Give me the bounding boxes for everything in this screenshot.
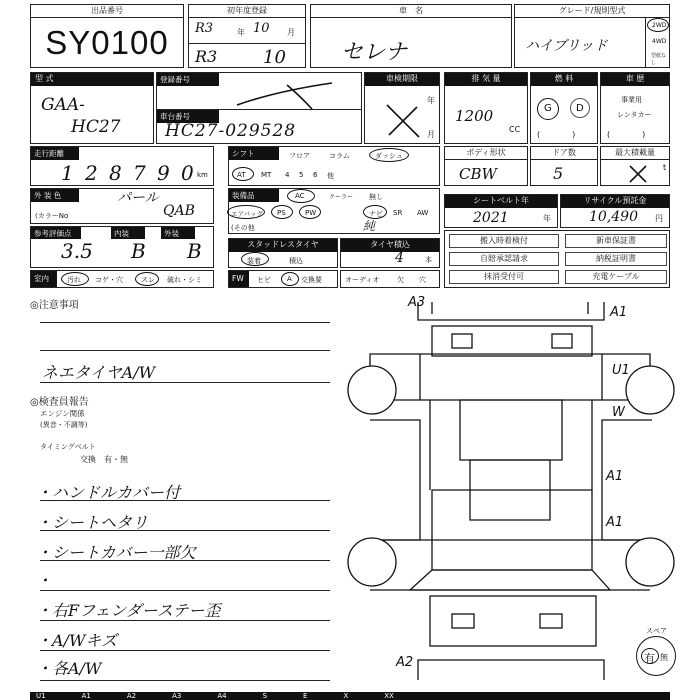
studless-loaded: 積込 <box>289 257 303 265</box>
history-paren: ( ) <box>607 130 646 139</box>
spare-opt: 無 <box>660 653 668 662</box>
shift-dash-circle <box>369 148 409 162</box>
inspection-cross-mark <box>383 101 423 141</box>
equip-none: 無し <box>369 193 383 201</box>
lot-number-box <box>30 4 184 68</box>
inspection-box <box>364 72 440 144</box>
legend-item: U1 <box>36 692 46 700</box>
timing-label: タイミングベルト <box>40 443 96 451</box>
grade-value: ハイブリッド <box>525 38 608 54</box>
seatbelt-value: 2021 <box>473 210 509 226</box>
color-label: 外 装 色 <box>31 189 79 202</box>
mileage-digit: 0 <box>181 161 194 185</box>
engine-sub: (異音・不調等) <box>40 421 88 429</box>
body-type-label: ボディ形状 <box>445 147 527 160</box>
diagram-front-panel <box>432 326 592 356</box>
legend-item: A4 <box>217 692 227 700</box>
interior-score-label: 内装 <box>111 227 145 239</box>
color-box <box>30 188 214 224</box>
equip-ac: AC <box>295 192 305 200</box>
type-label <box>31 73 153 86</box>
doc-item: 充電ケーブル <box>565 270 667 284</box>
mileage-digit: 7 <box>133 161 146 185</box>
fuel-gas: G <box>544 103 552 114</box>
report-item: ・シートヘタリ <box>36 513 149 532</box>
first-reg-era: R3 <box>195 21 214 36</box>
grade-box <box>514 4 670 68</box>
legend-item: X <box>343 692 349 700</box>
type-value-1: GAA- <box>41 95 85 115</box>
equip-ps: PS <box>277 209 286 217</box>
color-code-label: (カラーNo <box>35 212 69 220</box>
recycle-label: リサイクル預託金 <box>561 195 669 208</box>
lot-number-label: 出品番号 <box>31 5 183 18</box>
drive-4wd: 4WD <box>652 38 667 45</box>
doc-item: 新車保証書 <box>565 234 667 248</box>
spare-value-circle <box>641 648 659 664</box>
registration-box <box>156 72 362 144</box>
equip-sr: SR <box>393 209 403 217</box>
drive-2wd-circle <box>647 18 669 32</box>
car-diagram <box>340 290 680 692</box>
year-unit: 年 <box>237 28 245 37</box>
diagram-rear-panel <box>430 596 596 646</box>
report-item: ・ <box>36 571 53 590</box>
legend-item: A3 <box>172 692 182 700</box>
drive-none: 型紙なし <box>651 53 667 66</box>
score-label: 参考評価点 <box>31 227 81 239</box>
grade-label: グレード/規則型式 <box>515 5 669 18</box>
recycle-value: 10,490 <box>589 209 638 225</box>
diagram-wheel <box>348 366 396 414</box>
shift-column: コラム <box>329 152 350 160</box>
score-value: 3.5 <box>61 239 93 263</box>
chassis-number: HC27-029528 <box>165 121 297 141</box>
exterior-score-value: B <box>187 239 202 263</box>
equip-navi: ナビ <box>369 210 383 218</box>
history-box <box>600 72 670 144</box>
audio-label: オーディオ <box>345 276 380 284</box>
interior-box <box>30 270 214 288</box>
mileage-box <box>30 146 214 186</box>
equip-airbag-circle <box>227 205 265 219</box>
doc-item: 納税証明書 <box>565 252 667 266</box>
fuel-paren: ( ) <box>537 130 576 139</box>
registration-label: 登録番号 <box>157 73 219 86</box>
shift-label: シフト <box>229 147 279 160</box>
report-item: ・シートカバー一部欠 <box>36 543 196 562</box>
interior-label: 室内 <box>31 271 57 287</box>
score-box <box>30 226 214 268</box>
diagram-wheel <box>626 538 674 586</box>
interior-score-value: B <box>131 239 146 263</box>
equip-pw-circle <box>299 205 321 219</box>
seatbelt-label: シートベルト年 <box>445 195 557 208</box>
fw-replace: 交換要 <box>301 276 322 284</box>
color-value: パール <box>117 190 159 206</box>
diagram-body-left <box>370 420 420 540</box>
shift-6: 6 <box>313 171 318 179</box>
mileage-digit: 2 <box>85 161 98 185</box>
inspector-title: ◎検査員報告 <box>30 397 89 408</box>
report-rule <box>40 590 330 591</box>
note-rule <box>40 350 330 351</box>
mileage-digit: 1 <box>61 161 74 185</box>
fuel-diesel: D <box>576 103 584 114</box>
type-label-text: 型 式 <box>35 74 54 83</box>
equip-airbag: エアバッグ <box>231 210 263 218</box>
capacity-cross-mark <box>627 163 649 185</box>
damage-mark: W <box>612 405 625 420</box>
notes-title: ◎注意事項 <box>30 300 79 311</box>
interior-dirt: 汚れ <box>67 276 81 284</box>
seatbelt-unit: 年 <box>543 214 551 223</box>
damage-mark: A1 <box>606 469 624 484</box>
interior-dirt-circle <box>61 272 89 286</box>
studless-fitted: 装着 <box>247 257 261 265</box>
audio-box <box>340 270 440 288</box>
damage-mark: A1 <box>610 305 628 320</box>
interior-tear: 破れ・シミ <box>167 276 202 284</box>
model-name-label: 車 名 <box>311 5 511 18</box>
displacement-label: 排 気 量 <box>445 73 527 86</box>
recycle-unit: 円 <box>655 214 663 223</box>
capacity-box <box>600 146 670 186</box>
audio-missing: 欠 <box>397 276 404 284</box>
damage-mark: A2 <box>396 655 414 670</box>
inspection-month-unit: 月 <box>427 130 435 139</box>
report-item: ・ハンドルカバー付 <box>36 483 181 502</box>
shift-floor: フロア <box>289 152 310 160</box>
doors-box <box>530 146 598 186</box>
equip-other-label: (その他 <box>231 224 255 232</box>
divider <box>645 18 646 67</box>
report-rule <box>40 680 330 681</box>
note-line-1: ネエタイヤA/W <box>42 363 156 382</box>
color-code: QAB <box>163 203 195 219</box>
shift-box <box>228 146 440 186</box>
tire-value: 4 <box>395 250 404 266</box>
tire-label: タイヤ積込 <box>341 239 439 252</box>
mileage-unit: km <box>197 171 208 179</box>
studless-box <box>228 238 338 268</box>
type-box <box>30 72 154 144</box>
mileage-digit: 9 <box>157 161 170 185</box>
report-item: ・各A/W <box>36 659 102 678</box>
note-rule <box>40 322 330 323</box>
model-name-box <box>310 4 512 68</box>
report-item: ・右Fフェンダーステー歪 <box>36 601 221 620</box>
doc-item: 搬入時着検付 <box>449 234 559 248</box>
mileage-digits <box>57 161 207 185</box>
legend-item: S <box>262 692 268 700</box>
fw-label: FW <box>229 271 249 287</box>
fw-a-circle <box>281 272 299 286</box>
doors-value: 5 <box>553 164 564 183</box>
model-name: セレナ <box>341 40 408 65</box>
fuel-diesel-circle <box>570 98 590 118</box>
capacity-unit: t <box>663 163 667 172</box>
interior-scuff: スレ <box>141 276 155 284</box>
fuel-gas-circle <box>537 98 559 120</box>
shift-4: 4 <box>285 171 290 179</box>
shift-5: 5 <box>299 171 304 179</box>
mileage-digit: 8 <box>109 161 122 185</box>
damage-mark: U1 <box>612 363 630 378</box>
mileage-label: 走行距離 <box>31 147 79 160</box>
fuel-label: 燃 料 <box>531 73 597 86</box>
spare-label: スペア <box>646 627 667 635</box>
equip-ac-circle <box>287 189 315 203</box>
equip-cooler: クーラー <box>329 194 354 201</box>
studless-label: スタッドレスタイヤ <box>229 239 337 252</box>
tire-unit: 本 <box>425 256 432 264</box>
shift-mt: MT <box>261 171 272 179</box>
fuel-box <box>530 72 598 144</box>
legend-item: XX <box>384 692 394 700</box>
divider <box>189 43 305 44</box>
shift-at: AT <box>237 171 246 179</box>
legend-item: A1 <box>81 692 91 700</box>
chassis-label: 車台番号 <box>157 110 219 123</box>
capacity-label: 最大積載量 <box>601 147 669 160</box>
doc-item: 自賠承認請求 <box>449 252 559 266</box>
legend-item: A2 <box>126 692 137 700</box>
damage-mark: A1 <box>606 515 624 530</box>
diagram-front-bumper <box>418 302 604 320</box>
spare-value: 有 <box>644 652 655 665</box>
registration-cross-mark <box>227 81 337 111</box>
legend-item: E <box>303 692 308 700</box>
equip-other-value: 純 <box>363 219 376 233</box>
engine-label: エンジン関係 <box>40 409 85 418</box>
displacement-value: 1200 <box>455 107 494 125</box>
tire-box <box>340 238 440 268</box>
report-item: ・A/Wキズ <box>36 631 118 650</box>
displacement-box <box>444 72 528 144</box>
first-reg-era-2: R3 <box>195 47 218 66</box>
equipment-label: 装備品 <box>229 189 279 202</box>
fw-crack: ヒビ <box>257 276 271 284</box>
body-type-box <box>444 146 528 186</box>
inspection-year-unit: 年 <box>427 96 435 105</box>
lot-number: SY0100 <box>45 24 169 61</box>
interior-scuff-circle <box>135 272 159 286</box>
shift-other: 他 <box>327 172 334 180</box>
diagram-rear-bumper <box>418 660 604 680</box>
equip-ps-circle <box>271 205 293 219</box>
history-business: 事業用 <box>621 96 642 104</box>
displacement-unit: CC <box>509 125 521 134</box>
history-rental: レンタカー <box>617 111 652 119</box>
documents-box <box>444 230 670 288</box>
first-reg-month-2: 10 <box>263 47 286 68</box>
fw-box <box>228 270 338 288</box>
legend-strip <box>30 692 670 700</box>
diagram-wheel <box>348 538 396 586</box>
diagram-hood <box>370 354 650 400</box>
timing-exchange: 交換 有・無 <box>80 455 128 464</box>
diagram-wheel <box>626 366 674 414</box>
drive-2wd: 2WD <box>652 22 667 29</box>
studless-fitted-circle <box>241 252 269 266</box>
interior-burn: コゲ・穴 <box>95 276 123 284</box>
equipment-box <box>228 188 440 234</box>
exterior-score-label: 外装 <box>161 227 195 239</box>
equip-pw: PW <box>305 209 317 217</box>
type-value-2: HC27 <box>71 117 121 137</box>
history-label: 車 歴 <box>601 73 669 86</box>
body-type-value: CBW <box>459 165 497 183</box>
recycle-box <box>560 194 670 228</box>
month-unit: 月 <box>287 28 295 37</box>
shift-dash: ダッシュ <box>375 152 403 160</box>
equip-aw: AW <box>417 209 429 217</box>
damage-mark: A3 <box>408 295 426 310</box>
audio-hole: 穴 <box>419 276 426 284</box>
seatbelt-box <box>444 194 558 228</box>
shift-at-circle <box>232 167 254 181</box>
fw-a: A <box>287 275 292 283</box>
doors-label: ドア数 <box>531 147 597 160</box>
first-registration-box <box>188 4 306 68</box>
doc-item: 抹消受付可 <box>449 270 559 284</box>
first-registration-label: 初年度登録 <box>189 5 305 18</box>
first-reg-month: 10 <box>253 21 270 36</box>
inspection-label: 車検期限 <box>365 73 439 86</box>
